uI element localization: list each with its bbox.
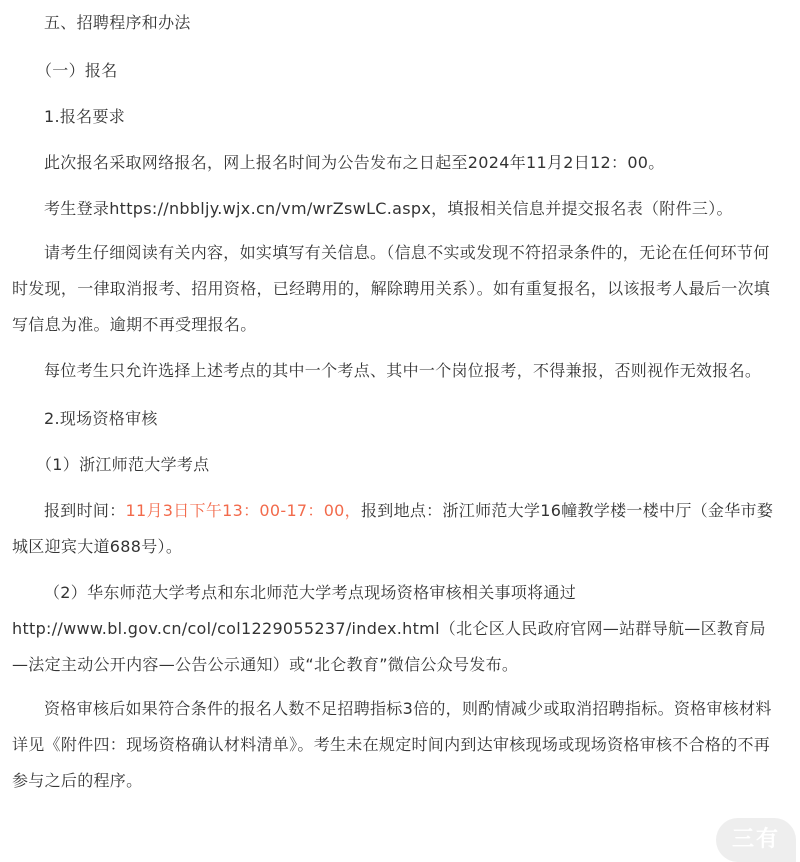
ecnu-nenu-exam-site-paragraph: （2）华东师范大学考点和东北师范大学考点现场资格审核相关事项将通过 <box>44 583 577 602</box>
zjnu-exam-site-title: （1）浙江师范大学考点 <box>36 455 210 474</box>
watermark-logo: 三有 <box>716 818 796 862</box>
section-heading: 五、招聘程序和办法 <box>44 13 191 32</box>
check-in-location: 报到地点：浙江师范大学16幢教学楼一楼中厅（金华市婺城区迎宾大道688号）。 <box>12 501 774 556</box>
check-in-time-label: 报到时间： <box>44 501 126 520</box>
subsection-registration: （一）报名 <box>36 61 118 80</box>
read-carefully-paragraph: 请考生仔细阅读有关内容，如实填写有关信息。（信息不实或发现不符招录条件的，无论在任何环节何时发现，一律取消报考、招用资格，已经聘用的，解除聘用关系）。如有重复报名，以该报考人最后一次填写信息为准。逾期不再受理报名。 <box>12 243 771 334</box>
online-registration-paragraph: 此次报名采取网络报名，网上报名时间为公告发布之日起至2024年11月2日12：00。 <box>44 153 665 172</box>
check-in-time-value: 11月3日下午13：00-17：00， <box>125 501 361 520</box>
login-paragraph: 考生登录https://nbbljy.wjx.cn/vm/wrZswLC.aspx，填报相关信息并提交报名表（附件三）。 <box>44 199 733 218</box>
check-in-paragraph <box>12 493 778 565</box>
after-review-paragraph: 资格审核后如果符合条件的报名人数不足招聘指标3倍的，则酌情减少或取消招聘指标。资格审核材料详见《附件四：现场资格确认材料清单》。考生未在规定时间内到达审核现场或现场资格审核不合格的不再参与之后的程序。 <box>12 699 772 790</box>
registration-requirements-title: 1.报名要求 <box>44 107 126 126</box>
on-site-review-title: 2.现场资格审核 <box>44 409 158 428</box>
single-choice-paragraph: 每位考生只允许选择上述考点的其中一个考点、其中一个岗位报考，不得兼报，否则视作无效报名。 <box>44 361 762 380</box>
notice-url-paragraph: http://www.bl.gov.cn/col/col1229055237/index.html（北仑区人民政府官网—站群导航—区教育局—法定主动公开内容—公告公示通知）或“北仑教育”微信公众号发布。 <box>12 619 766 674</box>
